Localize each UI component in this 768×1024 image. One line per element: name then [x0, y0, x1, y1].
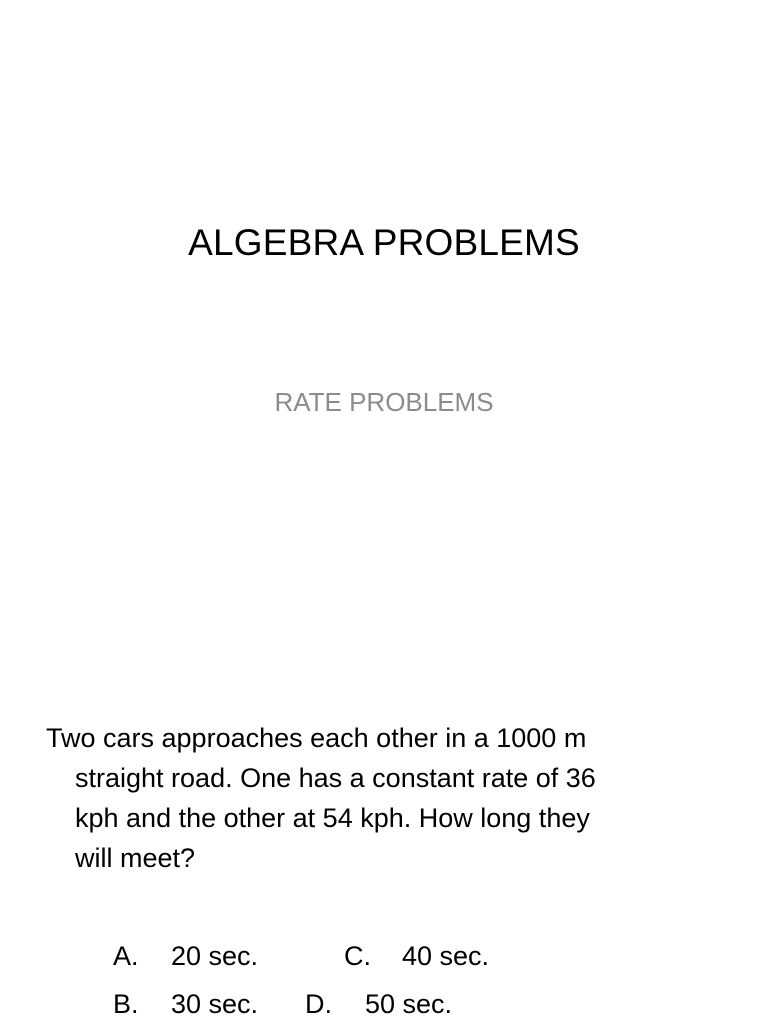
choice-a	[113, 936, 258, 976]
choice-d	[305, 984, 452, 1024]
choice-text: 20 sec.	[171, 941, 259, 971]
choice-b	[113, 984, 258, 1024]
choice-text: 50 sec.	[365, 989, 453, 1019]
choice-letter: D.	[305, 989, 332, 1019]
question-line: kph and the other at 54 kph. How long they	[75, 803, 590, 833]
question-slide	[0, 576, 768, 1024]
choice-letter: A.	[113, 941, 139, 971]
choice-c	[344, 936, 489, 976]
choice-text: 30 sec.	[171, 989, 259, 1019]
choice-letter: C.	[344, 941, 371, 971]
choice-text: 40 sec.	[402, 941, 490, 971]
slide-subtitle: RATE PROBLEMS	[274, 387, 494, 417]
question-line: will meet?	[75, 843, 196, 873]
choice-letter: B.	[113, 989, 139, 1019]
question-line: straight road. One has a constant rate of 36	[75, 763, 596, 793]
question-text	[46, 718, 726, 878]
slide-title: ALGEBRA PROBLEMS	[188, 222, 580, 263]
question-line: Two cars approaches each other in a 1000 m	[46, 723, 587, 753]
